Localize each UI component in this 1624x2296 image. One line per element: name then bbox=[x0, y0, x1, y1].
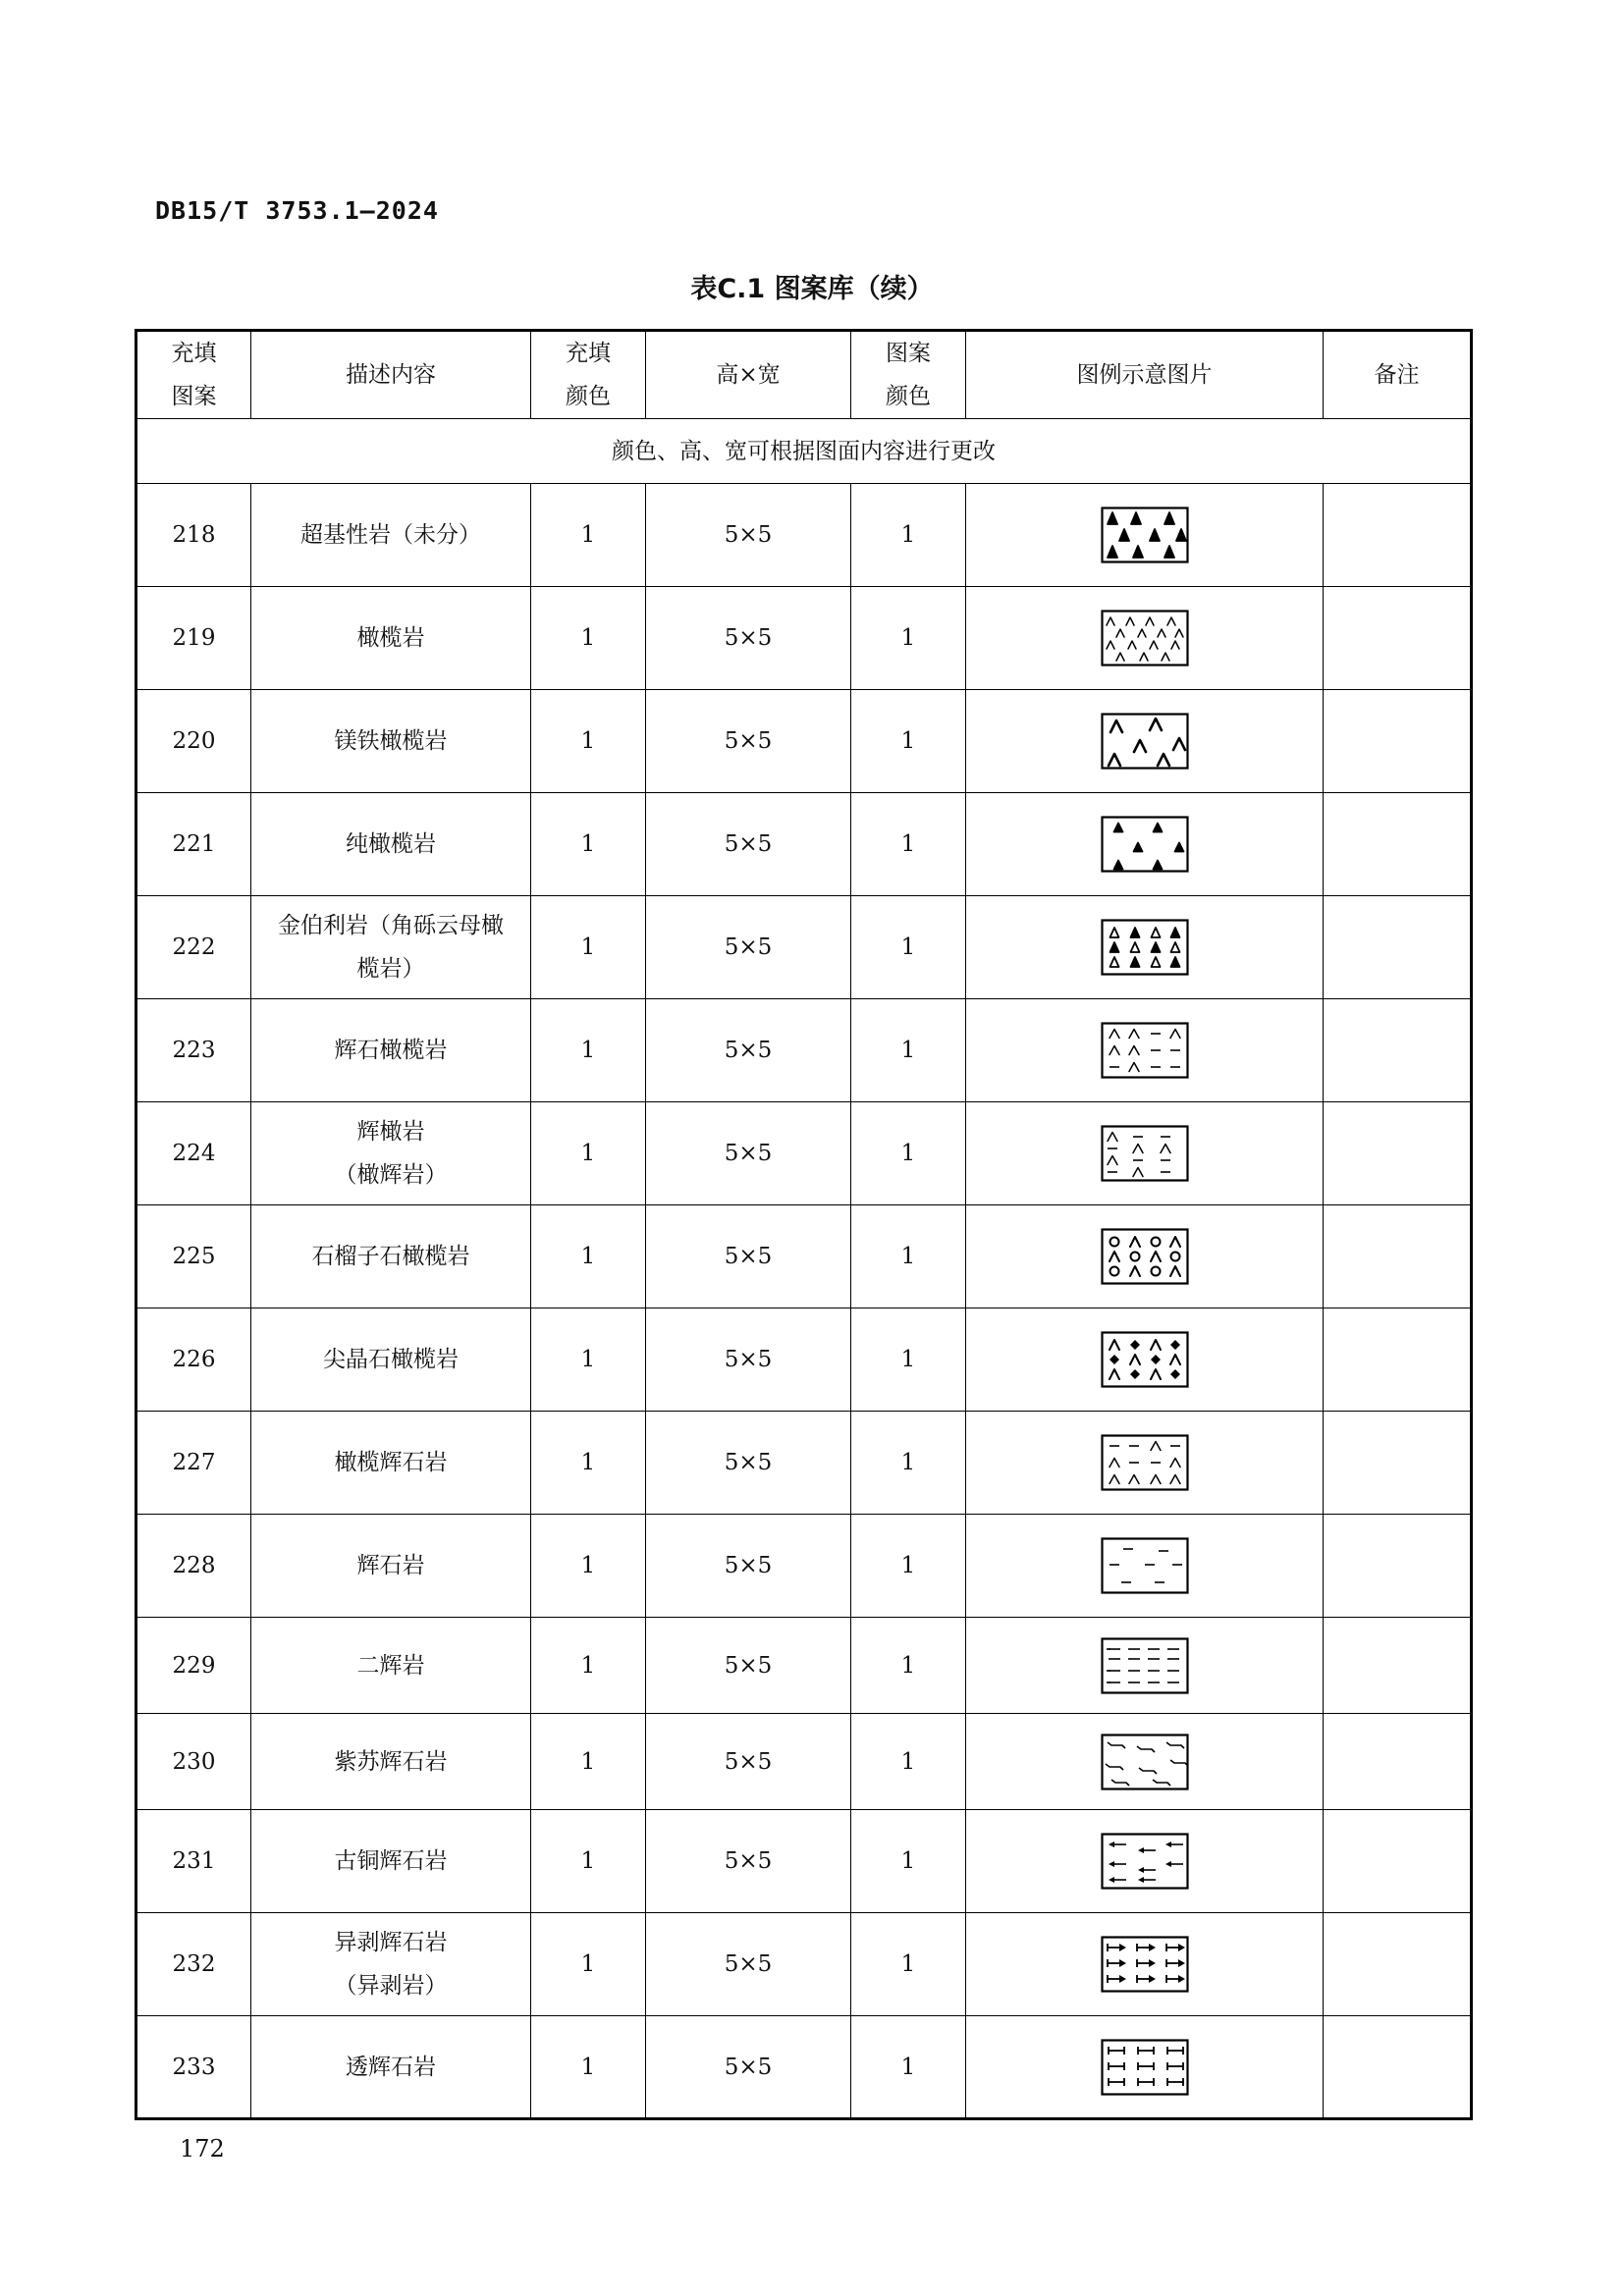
legend-image-cell bbox=[966, 1205, 1324, 1308]
pattern-color-cell: 1 bbox=[851, 1102, 966, 1205]
table-row bbox=[136, 1102, 1472, 1205]
pattern-id-cell: 220 bbox=[136, 690, 251, 793]
size-cell: 5×5 bbox=[646, 690, 851, 793]
pattern-color-cell: 1 bbox=[851, 484, 966, 587]
size-cell: 5×5 bbox=[646, 1714, 851, 1810]
description-cell: 橄榄岩 bbox=[251, 587, 531, 690]
legend-image-cell bbox=[966, 1913, 1324, 2016]
size-cell: 5×5 bbox=[646, 999, 851, 1102]
fill-color-cell: 1 bbox=[531, 793, 646, 896]
page-number: 172 bbox=[180, 2135, 225, 2163]
pattern-id-cell: 222 bbox=[136, 896, 251, 999]
description-cell: 二辉岩 bbox=[251, 1618, 531, 1714]
description-cell: 超基性岩（未分） bbox=[251, 484, 531, 587]
fill-color-cell: 1 bbox=[531, 1308, 646, 1412]
table-row bbox=[136, 1618, 1472, 1714]
fill-color-cell: 1 bbox=[531, 587, 646, 690]
small-caret-pattern-icon bbox=[1101, 610, 1189, 667]
pattern-color-cell: 1 bbox=[851, 896, 966, 999]
caret-diamond-pattern-icon bbox=[1101, 1331, 1189, 1388]
pattern-color-cell: 1 bbox=[851, 1412, 966, 1515]
description-cell: 金伯利岩（角砾云母橄 榄岩） bbox=[251, 896, 531, 999]
table-row bbox=[136, 587, 1472, 690]
wavy-dash-pattern-icon bbox=[1101, 1734, 1189, 1790]
legend-image-cell bbox=[966, 1810, 1324, 1913]
right-arrow-pattern-icon bbox=[1101, 1936, 1189, 1993]
description-cell: 紫苏辉石岩 bbox=[251, 1714, 531, 1810]
column-header: 高×宽 bbox=[646, 331, 851, 419]
table-row bbox=[136, 793, 1472, 896]
legend-image-cell bbox=[966, 690, 1324, 793]
remark-cell bbox=[1324, 1308, 1472, 1412]
remark-cell bbox=[1324, 793, 1472, 896]
pattern-color-cell: 1 bbox=[851, 999, 966, 1102]
column-header bbox=[851, 331, 966, 419]
legend-image-cell bbox=[966, 793, 1324, 896]
fill-color-cell: 1 bbox=[531, 690, 646, 793]
pattern-id-cell: 218 bbox=[136, 484, 251, 587]
table-row bbox=[136, 690, 1472, 793]
remark-cell bbox=[1324, 484, 1472, 587]
description-cell: 镁铁橄榄岩 bbox=[251, 690, 531, 793]
legend-image-cell bbox=[966, 999, 1324, 1102]
description-cell: 橄榄辉石岩 bbox=[251, 1412, 531, 1515]
table-header-row bbox=[136, 331, 1472, 419]
dash-caret-pattern-icon bbox=[1101, 1434, 1189, 1491]
remark-cell bbox=[1324, 896, 1472, 999]
legend-image-cell bbox=[966, 484, 1324, 587]
description-cell: 辉石橄榄岩 bbox=[251, 999, 531, 1102]
size-cell: 5×5 bbox=[646, 1810, 851, 1913]
column-header-line: 充填 图案 bbox=[171, 341, 217, 409]
legend-image-cell bbox=[966, 1308, 1324, 1412]
pattern-id-cell: 221 bbox=[136, 793, 251, 896]
column-header: 图例示意图片 bbox=[966, 331, 1324, 419]
description-cell: 尖晶石橄榄岩 bbox=[251, 1308, 531, 1412]
pattern-color-cell: 1 bbox=[851, 1205, 966, 1308]
size-cell: 5×5 bbox=[646, 896, 851, 999]
remark-cell bbox=[1324, 587, 1472, 690]
fill-color-cell: 1 bbox=[531, 1515, 646, 1618]
pattern-color-cell: 1 bbox=[851, 1515, 966, 1618]
legend-image-cell bbox=[966, 1714, 1324, 1810]
table-row bbox=[136, 2016, 1472, 2119]
column-header: 备注 bbox=[1324, 331, 1472, 419]
fill-color-cell: 1 bbox=[531, 1913, 646, 2016]
column-header bbox=[136, 331, 251, 419]
column-header-line: 图案 颜色 bbox=[886, 341, 931, 409]
description-cell: 石榴子石橄榄岩 bbox=[251, 1205, 531, 1308]
legend-image-cell bbox=[966, 2016, 1324, 2119]
table-row bbox=[136, 484, 1472, 587]
size-cell: 5×5 bbox=[646, 1308, 851, 1412]
legend-image-cell bbox=[966, 1618, 1324, 1714]
note-row bbox=[136, 419, 1472, 484]
remark-cell bbox=[1324, 1412, 1472, 1515]
description-cell: 辉石岩 bbox=[251, 1515, 531, 1618]
pattern-id-cell: 231 bbox=[136, 1810, 251, 1913]
pattern-id-cell: 229 bbox=[136, 1618, 251, 1714]
table-row bbox=[136, 1205, 1472, 1308]
fill-color-cell: 1 bbox=[531, 896, 646, 999]
pattern-color-cell: 1 bbox=[851, 690, 966, 793]
fill-color-cell: 1 bbox=[531, 484, 646, 587]
remark-cell bbox=[1324, 1810, 1472, 1913]
fill-color-cell: 1 bbox=[531, 1205, 646, 1308]
pattern-id-cell: 233 bbox=[136, 2016, 251, 2119]
column-header: 描述内容 bbox=[251, 331, 531, 419]
remark-cell bbox=[1324, 2016, 1472, 2119]
pattern-library-table bbox=[135, 329, 1473, 2120]
table-row bbox=[136, 896, 1472, 999]
pattern-id-cell: 226 bbox=[136, 1308, 251, 1412]
pattern-color-cell: 1 bbox=[851, 1714, 966, 1810]
remark-cell bbox=[1324, 1714, 1472, 1810]
bold-caret-pattern-icon bbox=[1101, 507, 1189, 563]
document-code: DB15/T 3753.1—2024 bbox=[155, 196, 439, 225]
large-caret-pattern-icon bbox=[1101, 713, 1189, 770]
legend-image-cell bbox=[966, 1515, 1324, 1618]
pattern-color-cell: 1 bbox=[851, 1618, 966, 1714]
pattern-color-cell: 1 bbox=[851, 2016, 966, 2119]
remark-cell bbox=[1324, 999, 1472, 1102]
size-cell: 5×5 bbox=[646, 1618, 851, 1714]
fill-color-cell: 1 bbox=[531, 1810, 646, 1913]
pattern-id-cell: 232 bbox=[136, 1913, 251, 2016]
pattern-id-cell: 228 bbox=[136, 1515, 251, 1618]
table-row bbox=[136, 999, 1472, 1102]
caret-circle-pattern-icon bbox=[1101, 1228, 1189, 1285]
pattern-color-cell: 1 bbox=[851, 1308, 966, 1412]
solid-triangle-pattern-icon bbox=[1101, 816, 1189, 873]
fill-color-cell: 1 bbox=[531, 999, 646, 1102]
description-cell: 透辉石岩 bbox=[251, 2016, 531, 2119]
caret-dash-pattern-icon bbox=[1101, 1022, 1189, 1079]
remark-cell bbox=[1324, 1618, 1472, 1714]
pattern-id-cell: 225 bbox=[136, 1205, 251, 1308]
legend-image-cell bbox=[966, 587, 1324, 690]
column-header bbox=[531, 331, 646, 419]
table-row bbox=[136, 1308, 1472, 1412]
table-row bbox=[136, 1714, 1472, 1810]
size-cell: 5×5 bbox=[646, 1205, 851, 1308]
pattern-id-cell: 219 bbox=[136, 587, 251, 690]
fill-color-cell: 1 bbox=[531, 1714, 646, 1810]
column-header-line: 充填 颜色 bbox=[566, 341, 611, 409]
pattern-id-cell: 224 bbox=[136, 1102, 251, 1205]
left-arrow-pattern-icon bbox=[1101, 1833, 1189, 1890]
remark-cell bbox=[1324, 1102, 1472, 1205]
pattern-id-cell: 230 bbox=[136, 1714, 251, 1810]
remark-cell bbox=[1324, 690, 1472, 793]
pattern-color-cell: 1 bbox=[851, 1913, 966, 2016]
dense-dash-pattern-icon bbox=[1101, 1637, 1189, 1694]
fill-color-cell: 1 bbox=[531, 1102, 646, 1205]
mixed-triangle-pattern-icon bbox=[1101, 919, 1189, 976]
size-cell: 5×5 bbox=[646, 1913, 851, 2016]
size-cell: 5×5 bbox=[646, 1515, 851, 1618]
table-note: 颜色、高、宽可根据图面内容进行更改 bbox=[136, 419, 1472, 484]
remark-cell bbox=[1324, 1205, 1472, 1308]
size-cell: 5×5 bbox=[646, 1102, 851, 1205]
size-cell: 5×5 bbox=[646, 484, 851, 587]
table-row bbox=[136, 1412, 1472, 1515]
legend-image-cell bbox=[966, 1412, 1324, 1515]
remark-cell bbox=[1324, 1913, 1472, 2016]
table-row bbox=[136, 1913, 1472, 2016]
size-cell: 5×5 bbox=[646, 793, 851, 896]
fill-color-cell: 1 bbox=[531, 2016, 646, 2119]
pattern-color-cell: 1 bbox=[851, 1810, 966, 1913]
legend-image-cell bbox=[966, 896, 1324, 999]
description-cell: 纯橄榄岩 bbox=[251, 793, 531, 896]
pattern-color-cell: 1 bbox=[851, 587, 966, 690]
sparse-dash-pattern-icon bbox=[1101, 1537, 1189, 1594]
fill-color-cell: 1 bbox=[531, 1618, 646, 1714]
table-row bbox=[136, 1810, 1472, 1913]
caret-dash-sparse-pattern-icon bbox=[1101, 1125, 1189, 1182]
description-cell: 异剥辉石岩 （异剥岩） bbox=[251, 1913, 531, 2016]
table-title: 表C.1 图案库（续） bbox=[690, 274, 934, 304]
legend-image-cell bbox=[966, 1102, 1324, 1205]
i-beam-pattern-icon bbox=[1101, 2039, 1189, 2096]
size-cell: 5×5 bbox=[646, 2016, 851, 2119]
size-cell: 5×5 bbox=[646, 1412, 851, 1515]
remark-cell bbox=[1324, 1515, 1472, 1618]
pattern-id-cell: 223 bbox=[136, 999, 251, 1102]
pattern-color-cell: 1 bbox=[851, 793, 966, 896]
table-row bbox=[136, 1515, 1472, 1618]
description-cell: 古铜辉石岩 bbox=[251, 1810, 531, 1913]
size-cell: 5×5 bbox=[646, 587, 851, 690]
description-cell: 辉橄岩 （橄辉岩） bbox=[251, 1102, 531, 1205]
pattern-id-cell: 227 bbox=[136, 1412, 251, 1515]
fill-color-cell: 1 bbox=[531, 1412, 646, 1515]
